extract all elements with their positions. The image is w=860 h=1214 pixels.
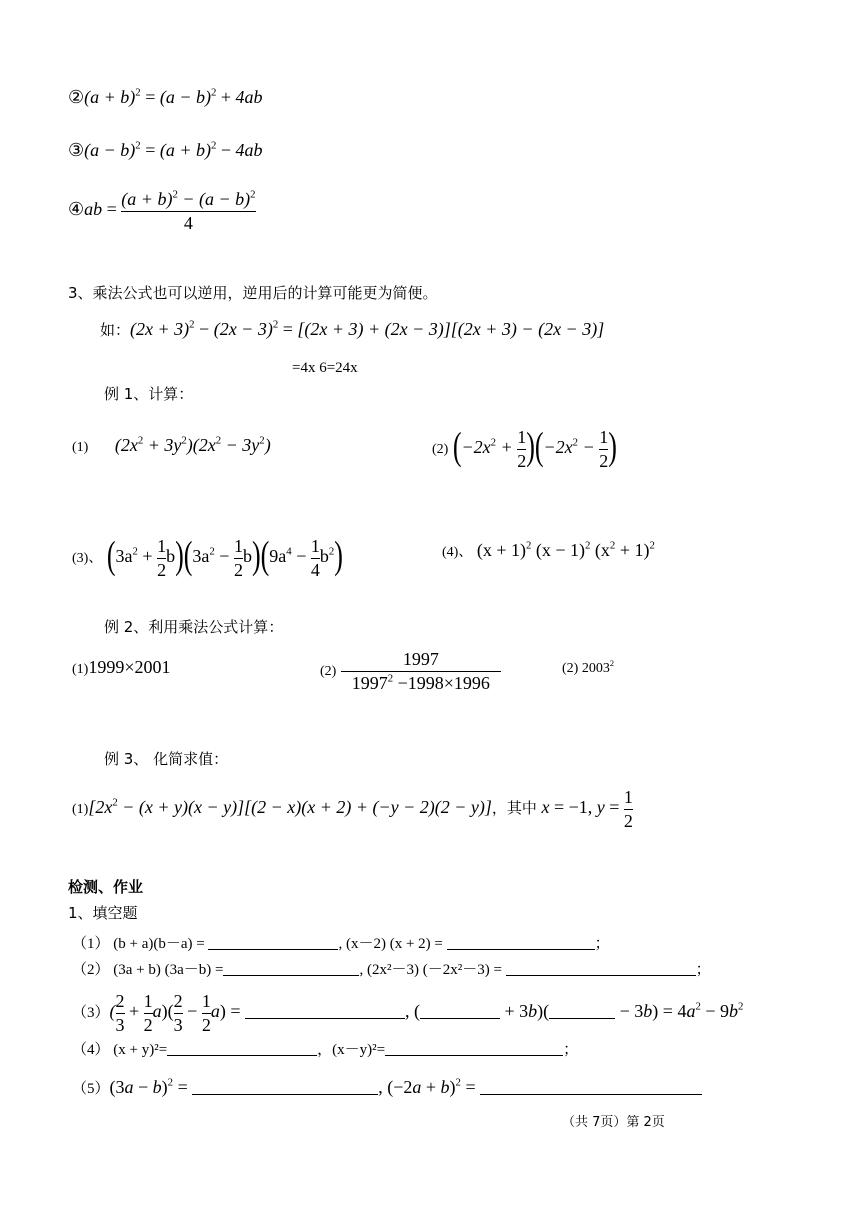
homework-subheading: 1、填空题 — [68, 904, 138, 922]
example2-expr3-base: 2003 — [581, 661, 610, 676]
identity-2-term: 4ab — [235, 87, 263, 107]
example1-item1: (1) $(2x^2 + 3y^2)(2x^2 - 3y^2)$ — [72, 434, 271, 455]
identity-2-marker: ② — [68, 87, 85, 107]
homework-q1 — [72, 935, 610, 952]
homework-q3-blank-c[interactable] — [549, 1004, 615, 1019]
example3-label1: (1) — [72, 802, 89, 818]
homework-q4-blank-b[interactable] — [385, 1041, 563, 1056]
section3-example-prefix: 如： — [100, 321, 131, 339]
example2-label1: (1) — [72, 662, 89, 677]
homework-q5-blank-b[interactable] — [480, 1080, 702, 1095]
homework-q5-label: （5） — [72, 1081, 110, 1097]
homework-q2-label: （2） — [72, 962, 110, 978]
homework-q4-end: ； — [563, 1042, 579, 1058]
example1-label2: (2) — [432, 442, 449, 458]
identity-3-term: 4ab — [235, 140, 263, 160]
homework-q3-label: （3） — [72, 1005, 110, 1022]
homework-q1-label: （1） — [72, 936, 110, 952]
example2-expr3-exp: 2 — [609, 659, 615, 669]
page-footer: （共 7页）第 2页 — [562, 1115, 665, 1130]
homework-q4-text-a: (x + y)²= — [113, 1042, 168, 1058]
homework-q1-text-a: (b + a)(b－a) = — [113, 936, 205, 952]
homework-q4 — [72, 1041, 578, 1058]
example2-heading: 例 2、利用乘法公式计算： — [104, 618, 284, 636]
example2-label2: (2) — [320, 664, 337, 680]
homework-q3-blank-b[interactable] — [420, 1004, 500, 1019]
example1-label4: (4)、 — [442, 545, 473, 560]
identity-4-denominator: 4 — [121, 211, 255, 235]
identity-3-marker: ③ — [68, 140, 85, 160]
example1-label3: (3)、 — [72, 551, 103, 567]
homework-q3-blank-a[interactable] — [245, 1004, 405, 1019]
example3-item1: $(1)[2x^2 - (x + y)(x - y)][(2 - x)(x + 2) + (-y - 2)(2 - y)]$，其中 x = −1, y = $\frac{1}{2}$ — [72, 787, 633, 831]
example1-item3: (3)、 ($3a^2$ + $\frac{1}{2}$ $b)(3a^2$ − $\frac{1}{2}$ $b)(9a^4$ − $\frac{1}{4}$ $b^2$) — [72, 533, 343, 580]
section3-heading: 3、乘法公式也可以逆用，逆用后的计算可能更为简便。 — [68, 284, 438, 302]
homework-q3: （3）( $\frac{2}{3}$ + $\frac{1}{2}$ a)( $\frac{2}{3}$ − $\frac{1}{2}$ a) = , ( + $3b)( - 3b) = 4a^2 - 9b^2$ — [72, 991, 744, 1035]
example1-heading: 例 1、计算： — [104, 385, 194, 403]
homework-q2-text-a: (3a + b) (3a－b) = — [113, 962, 224, 978]
example1-item2: (2) ($-2x^2$ + $\frac{1}{2}$ )($-2x^2$ − $\frac{1}{2}$ ) — [432, 424, 617, 471]
identity-4-fraction: $\frac{(a + b)^2 - (a - b)^2}{4}$ — [121, 188, 256, 233]
homework-q2-end: ； — [695, 962, 711, 978]
homework-q1-text-b: , (x－2) (x + 2) = — [338, 936, 443, 952]
homework-q1-end: ； — [594, 936, 610, 952]
identity-3: ③(a − $b)^2 = (a + b)^2 - 4ab$ — [68, 139, 263, 160]
homework-q2-blank-b[interactable] — [506, 961, 696, 976]
homework-q5: $(5)(3a - b)^2$ = , $(-2a + b)^2$ = — [72, 1078, 702, 1097]
homework-q1-blank-b[interactable] — [447, 935, 595, 950]
example2-item2: (2) $\frac{1997}{1997^2 -1998\times 1996}$ — [320, 648, 501, 694]
section3-result: =4x 6=24x — [292, 360, 358, 376]
example1-item4: (4)、 $(x + 1)^2$ $(x - 1)^2$ $(x^2 + 1)^2$ — [442, 539, 655, 560]
example2-item3 — [562, 659, 615, 676]
section3-example: 如：$(2x + 3)^2 - (2x - 3)^2 = [(2x + 3) + (2x - 3)][(2x + 3) - (2x - 3)]$ — [100, 318, 605, 339]
homework-heading: 检测、作业 — [68, 878, 144, 896]
example2-numerator: 1997 — [402, 649, 439, 669]
identity-2: ②(a + $b)^2 = (a - b)^2 + 4ab$ — [68, 86, 263, 107]
homework-q2-blank-a[interactable] — [223, 961, 359, 976]
homework-q2-text-b: , (2x²－3) (－2x²－3) = — [359, 962, 502, 978]
homework-q2 — [72, 961, 711, 978]
example3-condition-prefix: ，其中 — [491, 799, 537, 818]
example2-label3: (2) — [562, 661, 579, 676]
homework-q5-blank-a[interactable] — [192, 1080, 378, 1095]
identity-4-marker: ④ — [68, 199, 85, 220]
homework-q4-label: （4） — [72, 1042, 110, 1058]
example1-label1: (1) — [72, 440, 89, 455]
homework-q4-blank-a[interactable] — [167, 1041, 317, 1056]
example2-item1 — [72, 658, 170, 677]
homework-q1-blank-a[interactable] — [208, 935, 338, 950]
homework-q4-text-b: ，(x－y)²= — [317, 1042, 386, 1058]
example2-expr1: 1999×2001 — [88, 657, 171, 677]
identity-4: ④ab = $\frac{(a + b)^2 - (a - b)^2}{4}$ — [68, 188, 256, 233]
example3-heading: 例 3、 化简求值： — [104, 750, 229, 768]
